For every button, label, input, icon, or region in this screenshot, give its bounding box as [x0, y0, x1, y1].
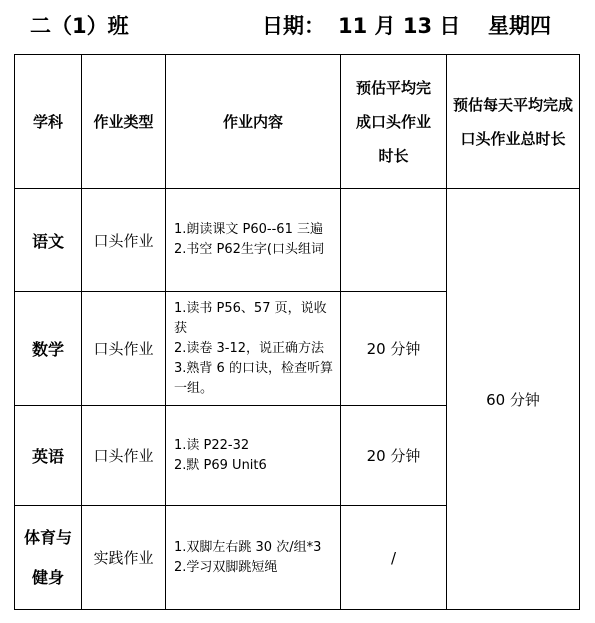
content-line: 2.书空 P62生字(口头组词	[174, 242, 324, 257]
content-cell	[166, 292, 341, 406]
header-total-time-line: 口头作业总时长	[460, 129, 566, 148]
header-estimated-time-line: 预估平均完	[355, 78, 431, 97]
subject-line: 健身	[31, 567, 64, 587]
header-subject: 学科	[15, 55, 82, 189]
header-estimated-time-line: 成口头作业	[355, 112, 431, 131]
content-cell	[166, 189, 341, 292]
type-cell: 口头作业	[82, 406, 166, 506]
subject-cell: 数学	[15, 292, 82, 406]
content-line: 2.读卷 3-12，说正确方法	[174, 340, 325, 356]
subject-cell	[15, 506, 82, 610]
content-line: 2.学习双脚跳短绳	[174, 559, 278, 575]
header-estimated-time	[341, 55, 447, 189]
content-line: 1.读书 P56、57 页，说收获	[174, 300, 327, 336]
time-cell	[341, 189, 447, 292]
homework-table	[14, 54, 580, 610]
header-type: 作业类型	[82, 55, 166, 189]
type-cell: 口头作业	[82, 292, 166, 406]
header-estimated-time-line: 时长	[378, 146, 409, 165]
content-line: 1.朗读课文 P60--61 三遍	[174, 222, 323, 237]
table-row	[15, 189, 580, 292]
content-line: 1.双脚左右跳 30 次/组*3	[174, 539, 322, 555]
date-label: 日期：	[262, 14, 325, 38]
header-content: 作业内容	[166, 55, 341, 189]
time-cell: 20 分钟	[341, 292, 447, 406]
time-cell: 20 分钟	[341, 406, 447, 506]
weekday: 星期四	[488, 14, 551, 38]
type-cell: 口头作业	[82, 189, 166, 292]
content-line: 3.熟背 6 的口诀，检查听算一组。	[174, 360, 333, 396]
content-line: 2.默 P69 Unit6	[174, 457, 267, 473]
time-cell: /	[341, 506, 447, 610]
content-cell	[166, 506, 341, 610]
table-header-row	[15, 55, 580, 189]
type-cell: 实践作业	[82, 506, 166, 610]
content-cell	[166, 406, 341, 506]
content-line: 1.读 P22-32	[174, 437, 250, 453]
class-name: 二（1）班	[30, 14, 129, 38]
header-total-time-line: 预估每天平均完成	[452, 95, 573, 114]
subject-cell: 英语	[15, 406, 82, 506]
subject-line: 体育与	[23, 527, 72, 547]
header-total-time	[447, 55, 580, 189]
total-time-cell: 60 分钟	[447, 189, 580, 610]
page-header	[0, 8, 595, 42]
date-value: 11 月 13 日	[338, 14, 461, 38]
subject-cell: 语文	[15, 189, 82, 292]
